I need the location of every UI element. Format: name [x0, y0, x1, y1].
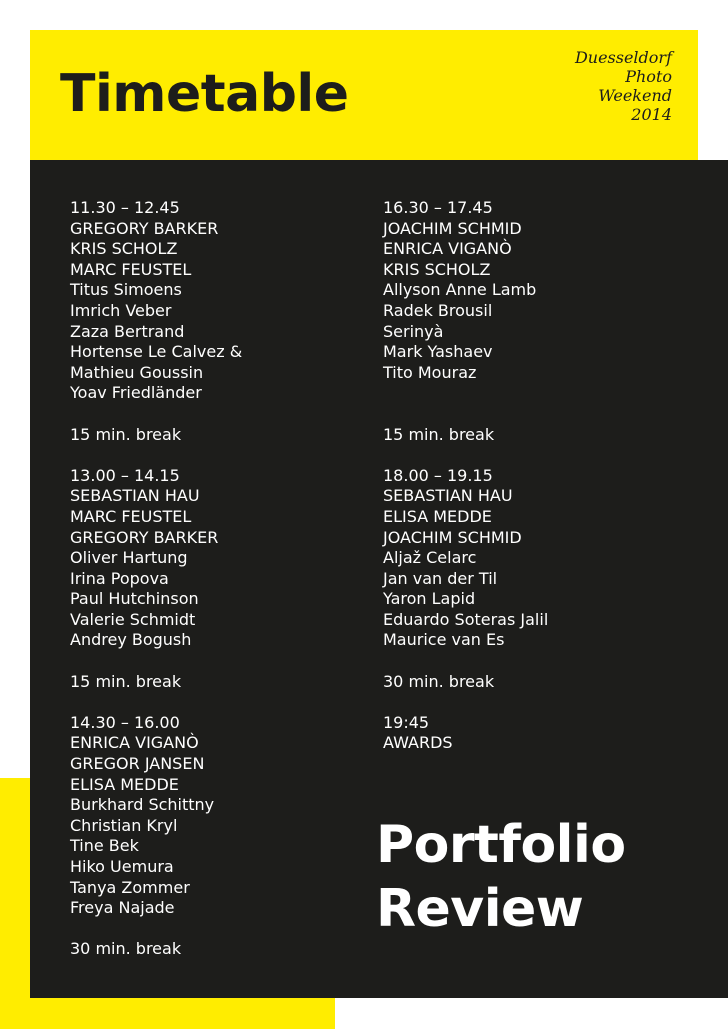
reviewer-name: KRIS SCHOLZ — [70, 239, 178, 259]
reviewer-name: ELISA MEDDE — [70, 774, 179, 794]
break-label: 15 min. break — [70, 424, 182, 444]
session-block — [383, 198, 683, 445]
schedule-column-left — [70, 198, 370, 960]
header-banner — [30, 30, 698, 160]
participant-name: Aljaž Celarc — [383, 548, 477, 568]
reviewer-name: ENRICA VIGANÒ — [383, 239, 512, 259]
break-label: 30 min. break — [383, 671, 495, 691]
session-time: 13.00 – 14.15 — [70, 465, 180, 485]
participant-name: Tito Mouraz — [383, 362, 477, 382]
reviewer-name: SEBASTIAN HAU — [383, 486, 513, 506]
reviewer-name: GREGOR JANSEN — [70, 754, 205, 774]
reviewer-name: GREGORY BARKER — [70, 527, 219, 547]
participant-name: Andrey Bogush — [70, 630, 192, 650]
participant-name: Imrich Veber — [70, 300, 172, 320]
reviewer-name: KRIS SCHOLZ — [383, 259, 491, 279]
participant-name: Mathieu Goussin — [70, 362, 204, 382]
reviewer-name: JOACHIM SCHMID — [383, 527, 522, 547]
participant-name: Jan van der Til — [383, 568, 498, 588]
participant-name: Maurice van Es — [383, 630, 505, 650]
participant-name: Irina Popova — [70, 568, 169, 588]
participant-name: Freya Najade — [70, 898, 175, 918]
participant-name: Tine Bek — [70, 836, 139, 856]
participant-name: Titus Simoens — [70, 280, 182, 300]
participant-name: Paul Hutchinson — [70, 589, 199, 609]
participant-name: Yoav Friedländer — [70, 383, 202, 403]
reviewer-name: JOACHIM SCHMID — [383, 218, 522, 238]
portfolio-review-line: Review — [376, 879, 584, 939]
session-block — [70, 713, 370, 960]
portfolio-review-title — [376, 813, 626, 941]
reviewer-name: GREGORY BARKER — [70, 218, 219, 238]
session-time: 18.00 – 19.15 — [383, 465, 493, 485]
reviewer-name: ELISA MEDDE — [383, 506, 492, 526]
session-time: 16.30 – 17.45 — [383, 198, 493, 217]
session-time: 11.30 – 12.45 — [70, 198, 180, 217]
participant-name: Tanya Zommer — [70, 877, 190, 897]
participant-name: Eduardo Soteras Jalil — [383, 609, 549, 629]
reviewer-name: MARC FEUSTEL — [70, 259, 192, 279]
reviewer-name: SEBASTIAN HAU — [70, 486, 200, 506]
page-title: Timetable — [60, 64, 349, 124]
session-time: 14.30 – 16.00 — [70, 712, 180, 732]
break-label: 15 min. break — [383, 424, 495, 444]
awards-block — [383, 713, 683, 754]
reviewer-name: ENRICA VIGANÒ — [70, 733, 199, 753]
event-line: 2014 — [631, 105, 672, 124]
event-line: Duesseldorf — [574, 48, 672, 67]
event-name — [575, 48, 672, 124]
participant-name: Hiko Uemura — [70, 857, 174, 876]
session-block — [70, 198, 370, 445]
participant-name: Oliver Hartung — [70, 548, 188, 568]
participant-name: Zaza Bertrand — [70, 321, 185, 341]
participant-name: Mark Yashaev — [383, 342, 493, 362]
schedule-column-right — [383, 198, 683, 754]
participant-name: Hortense Le Calvez & — [70, 342, 243, 362]
participant-name: Serinyà — [383, 321, 444, 341]
participant-name: Burkhard Schittny — [70, 795, 215, 815]
participant-name: Radek Brousil — [383, 300, 493, 320]
participant-name: Christian Kryl — [70, 815, 178, 835]
break-label: 30 min. break — [70, 939, 182, 959]
participant-name: Allyson Anne Lamb — [383, 280, 537, 300]
break-label: 15 min. break — [70, 671, 182, 691]
reviewer-name: MARC FEUSTEL — [70, 506, 192, 526]
session-block — [70, 466, 370, 693]
participant-name: Valerie Schmidt — [70, 609, 196, 629]
awards-time: 19:45 — [383, 712, 430, 732]
event-line: Photo — [625, 67, 672, 86]
event-line: Weekend — [598, 86, 672, 105]
participant-name: Yaron Lapid — [383, 589, 476, 609]
session-block — [383, 466, 683, 693]
awards-label: AWARDS — [383, 733, 453, 753]
portfolio-review-line: Portfolio — [376, 815, 626, 875]
